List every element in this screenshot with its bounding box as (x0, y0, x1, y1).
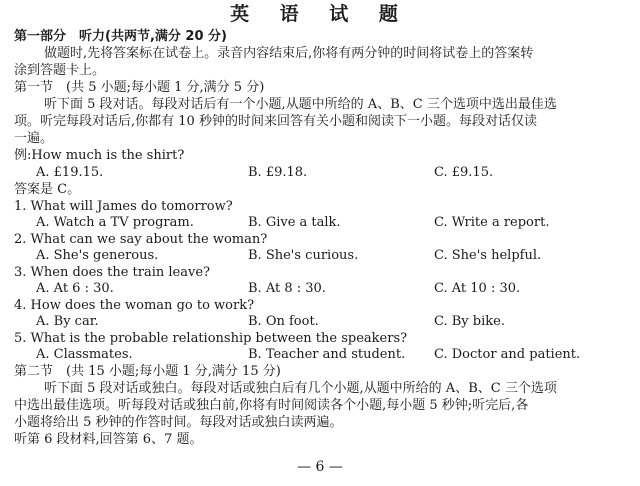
question-3-option-b: B. At 8 : 30. (248, 281, 326, 296)
example-option-b: B. £9.18. (248, 165, 308, 180)
question-5: 5. What is the probable relationship between the speakers? (14, 331, 408, 346)
question-3-option-a: A. At 6 : 30. (36, 281, 114, 296)
question-1: 1. What will James do tomorrow? (14, 199, 233, 214)
section2-instruction-line: 中选出最佳选项。听每段对话或独白前,你将有时间阅读各个小题,每小题 5 秒钟;听完后,各 (14, 398, 529, 413)
question-3: 3. When does the train leave? (14, 265, 210, 280)
example-option-a: A. £19.15. (36, 165, 104, 180)
instruction-line: 做题时,先将答案标在试卷上。录音内容结束后,你将有两分钟的时间将试卷上的答案转 (44, 46, 534, 61)
page-number: — 6 — (297, 459, 343, 475)
section2-instruction-line: 小题将给出 5 秒钟的作答时间。每段对话或独白读两遍。 (14, 415, 343, 430)
question-4-option-a: A. By car. (36, 314, 99, 329)
question-5-option-c: C. Doctor and patient. (434, 347, 581, 362)
section1-instruction-line: 听下面 5 段对话。每段对话后有一个小题,从题中所给的 A、B、C 三个选项中选出最佳选 (44, 97, 557, 112)
question-4-option-c: C. By bike. (434, 314, 505, 329)
question-2-option-c: C. She's helpful. (434, 248, 542, 263)
question-5-option-b: B. Teacher and student. (248, 347, 406, 362)
material-line: 听第 6 段材料,回答第 6、7 题。 (14, 432, 203, 447)
example-question: 例:How much is the shirt? (14, 148, 185, 163)
page-title: 英 语 试 题 (230, 3, 410, 25)
example-answer: 答案是 C。 (14, 182, 81, 197)
section1-instruction-line: 项。听完每段对话后,你都有 10 秒钟的时间来回答有关小题和阅读下一小题。每段对话仅读 (14, 114, 537, 129)
section1-heading: 第一节 (共 5 小题;每小题 1 分,满分 5 分) (14, 80, 265, 95)
section1-instruction-line: 一遍。 (14, 131, 54, 146)
question-1-option-c: C. Write a report. (434, 215, 550, 230)
section2-instruction-line: 听下面 5 段对话或独白。每段对话或独白后有几个小题,从题中所给的 A、B、C 三个选项 (44, 381, 557, 396)
instruction-line: 涂到答题卡上。 (14, 63, 106, 78)
question-2-option-a: A. She's generous. (36, 248, 159, 263)
question-3-option-c: C. At 10 : 30. (434, 281, 521, 296)
question-4: 4. How does the woman go to work? (14, 298, 255, 313)
question-2: 2. What can we say about the woman? (14, 232, 268, 247)
question-1-option-a: A. Watch a TV program. (36, 215, 194, 230)
question-5-option-a: A. Classmates. (36, 347, 133, 362)
question-2-option-b: B. She's curious. (248, 248, 359, 263)
example-option-c: C. £9.15. (434, 165, 494, 180)
part1-heading: 第一部分 听力(共两节,满分 20 分) (14, 29, 227, 44)
question-4-option-b: B. On foot. (248, 314, 319, 329)
question-1-option-b: B. Give a talk. (248, 215, 341, 230)
section2-heading: 第二节 (共 15 小题;每小题 1 分,满分 15 分) (14, 364, 281, 379)
